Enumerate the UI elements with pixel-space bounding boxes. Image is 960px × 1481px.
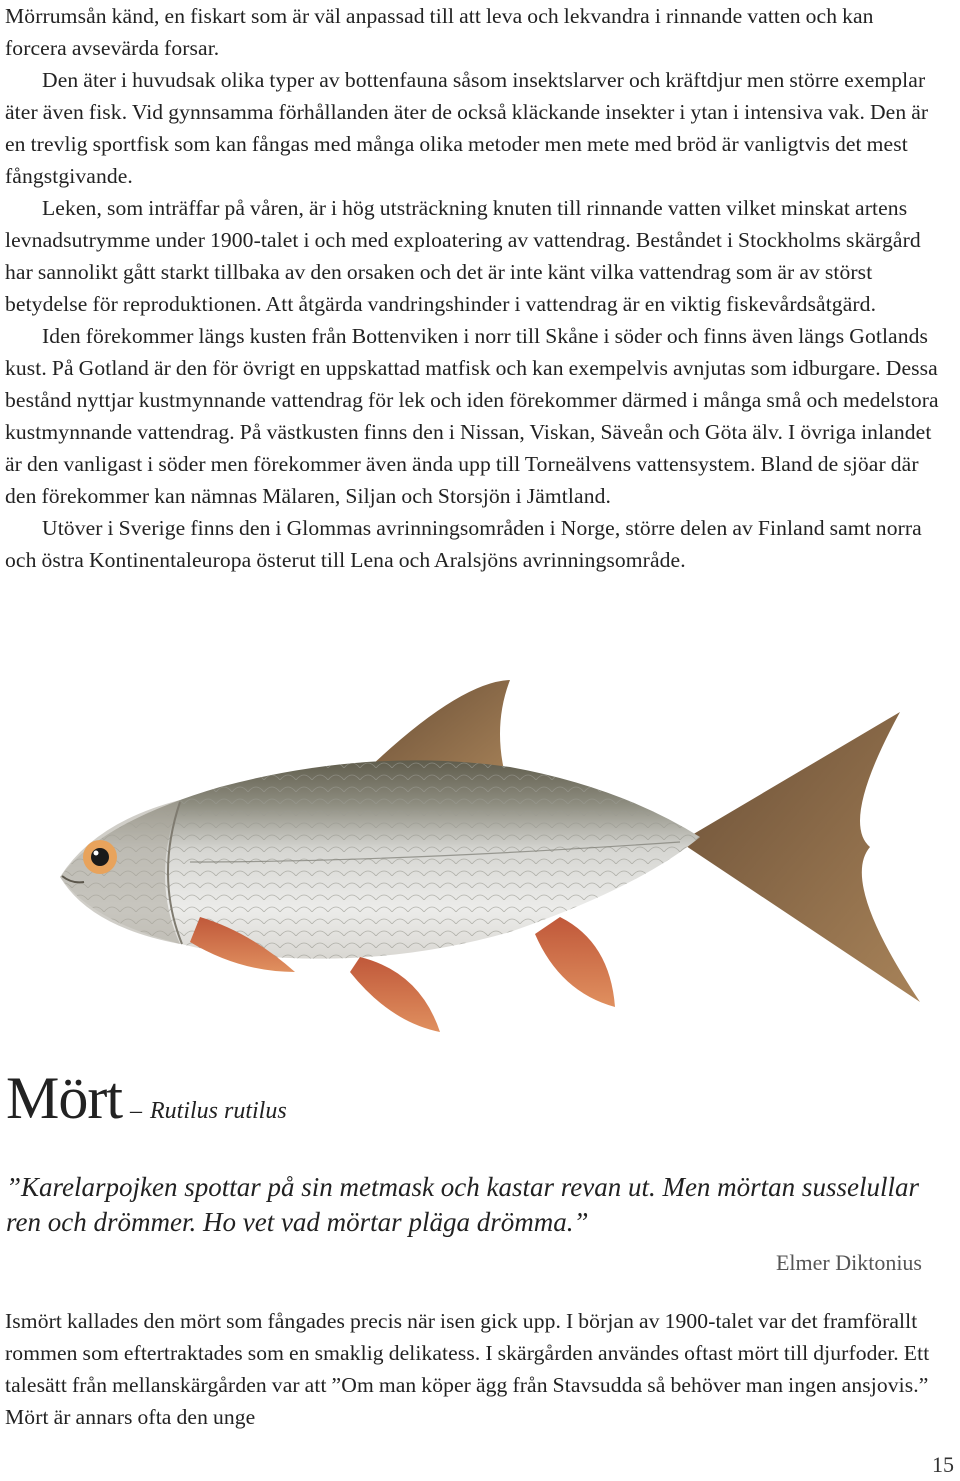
tail-fin (680, 712, 920, 1002)
paragraph-bottom: Ismört kallades den mört som fångades precis när isen gick upp. I början av 1900-talet var det framförallt rommen som eftertraktades som en smaklig delikatess. I skärgården användes oftast mört till djurfoder. Ett talesätt från mellanskärgården var att ”Om man köper ägg från Stavsudda så behöver man ingen ansjovis.” Mört är annars ofta den unge (5, 1309, 930, 1429)
roach-fish-illustration (40, 672, 940, 1042)
quote-author: Elmer Diktonius (775, 1250, 922, 1275)
paragraph-5: Utöver i Sverige finns den i Glommas avrinningsområden i Norge, större delen av Finland samt norra och östra Kontinentaleuropa österut till Lena och Aralsjöns avrinningsområde. (5, 516, 922, 572)
species-common-name: Mört (6, 1065, 122, 1131)
anal-fin (535, 917, 615, 1007)
paragraph-1: Mörrumsån känd, en fiskart som är väl anpassad till att leva och lekvandra i rinnande vatten och kan forcera avsevärda forsar. (5, 4, 874, 60)
fish-svg (40, 672, 940, 1042)
title-separator: – (124, 1098, 148, 1124)
paragraph-2: Den äter i huvudsak olika typer av bottenfauna såsom insektslarver och kräftdjur men större exemplar äter även fisk. Vid gynnsamma förhållanden äter de också kläckande insekter i ytan i intensiva vak. Den är en trevlig sportfisk som kan fångas med många olika metoder men mete med bröd är vanligtvis det mest fångstgivande. (5, 68, 929, 188)
bottom-text-column (5, 1305, 940, 1433)
species-scientific-name: Rutilus rutilus (150, 1098, 287, 1124)
fish-head (60, 800, 180, 944)
species-title (6, 1064, 287, 1133)
page-number: 15 (932, 1452, 954, 1477)
paragraph-3: Leken, som inträffar på våren, är i hög utsträckning knuten till rinnande vatten vilket minskat artens levnadsutrymme under 1900-talet i och med exploatering av vattendrag. Beståndet i Stockholms skärgård har sannolikt gått starkt tillbaka av den orsaken och det är inte känt vilka vattendrag som är av störst betydelse för reproduktionen. Att åtgärda vandringshinder i vattendrag är en viktig fiskevårdsåtgärd. (5, 196, 921, 316)
pelvic-fin (350, 957, 440, 1032)
top-text-column (5, 0, 940, 576)
paragraph-4: Iden förekommer längs kusten från Bottenviken i norr till Skåne i söder och finns även längs Gotlands kust. På Gotland är den för övrigt en uppskattad matfisk och kan exempelvis avnjutas som idburgare. Dessa bestånd nyttjar kustmynnande vattendrag för lek och iden förekommer därmed i många små och medelstora kustmynnande vattendrag. På västkusten finns den i Nissan, Viskan, Säveån och Göta älv. I övriga inlandet är den vanligast i söder men förekommer även ända upp till Torneälvens vattensystem. Bland de sjöar där den förekommer kan nämnas Mälaren, Siljan och Storsjön i Jämtland. (5, 324, 939, 508)
poem-quote: ”Karelarpojken spottar på sin metmask och kastar revan ut. Men mörtan susselullar ren och drömmer. Ho vet vad mörtar pläga drömma.” (6, 1172, 919, 1237)
